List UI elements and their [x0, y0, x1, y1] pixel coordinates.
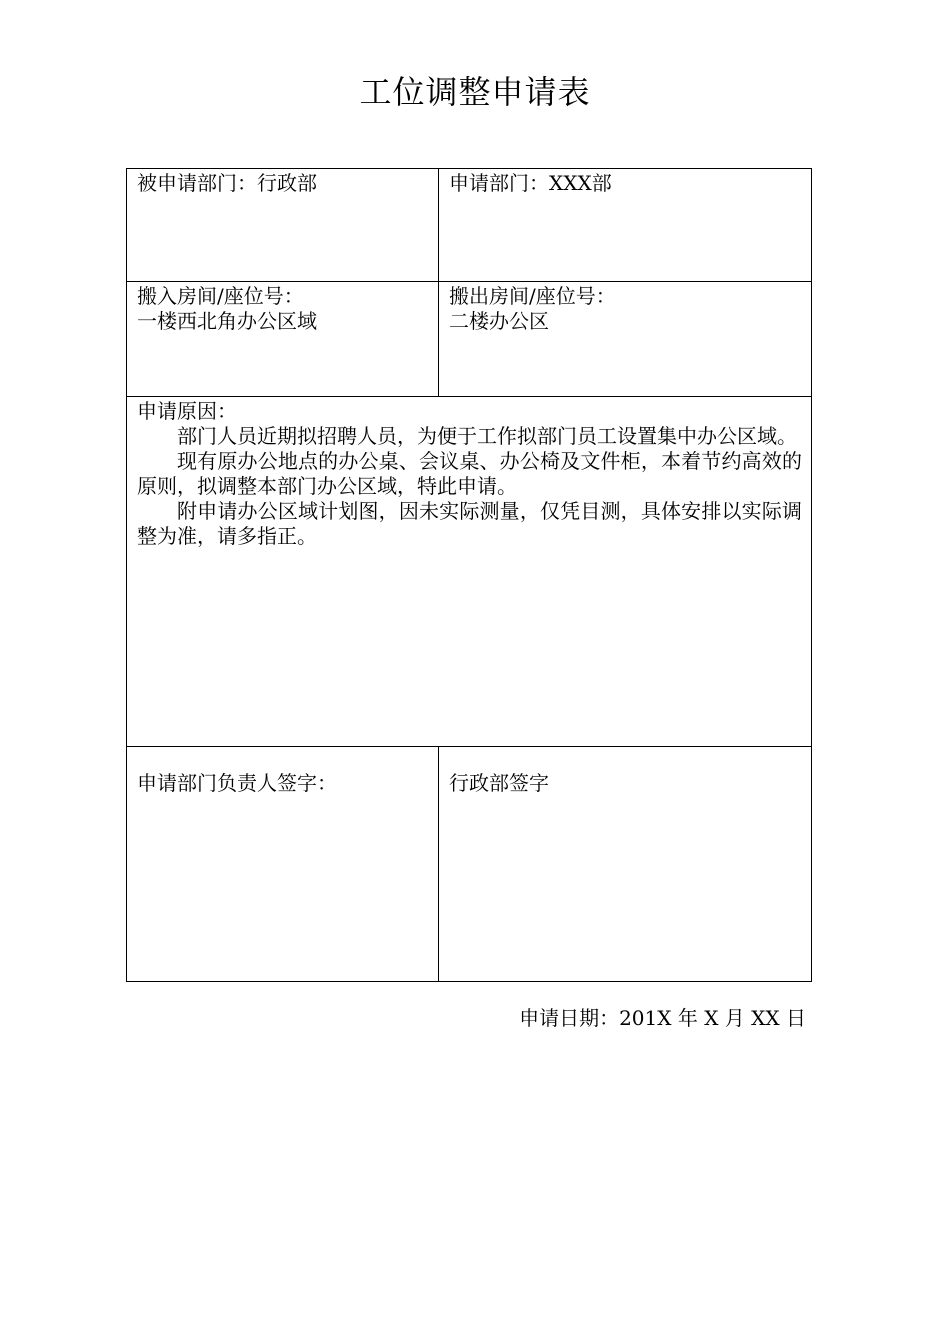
application-form-table: [126, 168, 812, 982]
page-title: 工位调整申请表: [359, 73, 591, 111]
admin-signature-label: 行政部签字: [449, 771, 549, 795]
reason-cell: [127, 397, 812, 747]
move-out-label: 搬出房间/座位号：: [449, 284, 616, 308]
room-row: [127, 282, 812, 397]
applicant-department-value: XXX部: [549, 171, 612, 195]
move-in-value: 一楼西北角办公区域: [137, 309, 317, 333]
department-row: [127, 169, 812, 282]
reason-label: 申请原因：: [137, 399, 237, 423]
reason-paragraph: 现有原办公地点的办公桌、会议桌、办公椅及文件柜，本着节约高效的原则，拟调整本部门办公区域，特此申请。: [137, 449, 802, 498]
application-date: 申请日期：201X 年 X 月 XX 日: [519, 1006, 806, 1030]
target-department-value: 行政部: [257, 171, 317, 195]
admin-signature-cell: [439, 747, 812, 982]
move-in-label: 搬入房间/座位号：: [137, 284, 304, 308]
signature-row: [127, 747, 812, 982]
applicant-signature-label: 申请部门负责人签字：: [137, 771, 337, 795]
applicant-department-label: 申请部门：: [449, 171, 549, 195]
move-out-cell: [439, 282, 812, 397]
applicant-department-cell: [439, 169, 812, 282]
reason-paragraph: 附申请办公区域计划图，因未实际测量，仅凭目测，具体安排以实际调整为准，请多指正。: [137, 499, 802, 548]
target-department-label: 被申请部门：: [137, 171, 257, 195]
reason-paragraph: 部门人员近期拟招聘人员，为便于工作拟部门员工设置集中办公区域。: [177, 424, 797, 448]
move-in-cell: [127, 282, 439, 397]
target-department-cell: [127, 169, 439, 282]
move-out-value: 二楼办公区: [449, 309, 549, 333]
applicant-signature-cell: [127, 747, 439, 982]
reason-row: [127, 397, 812, 747]
